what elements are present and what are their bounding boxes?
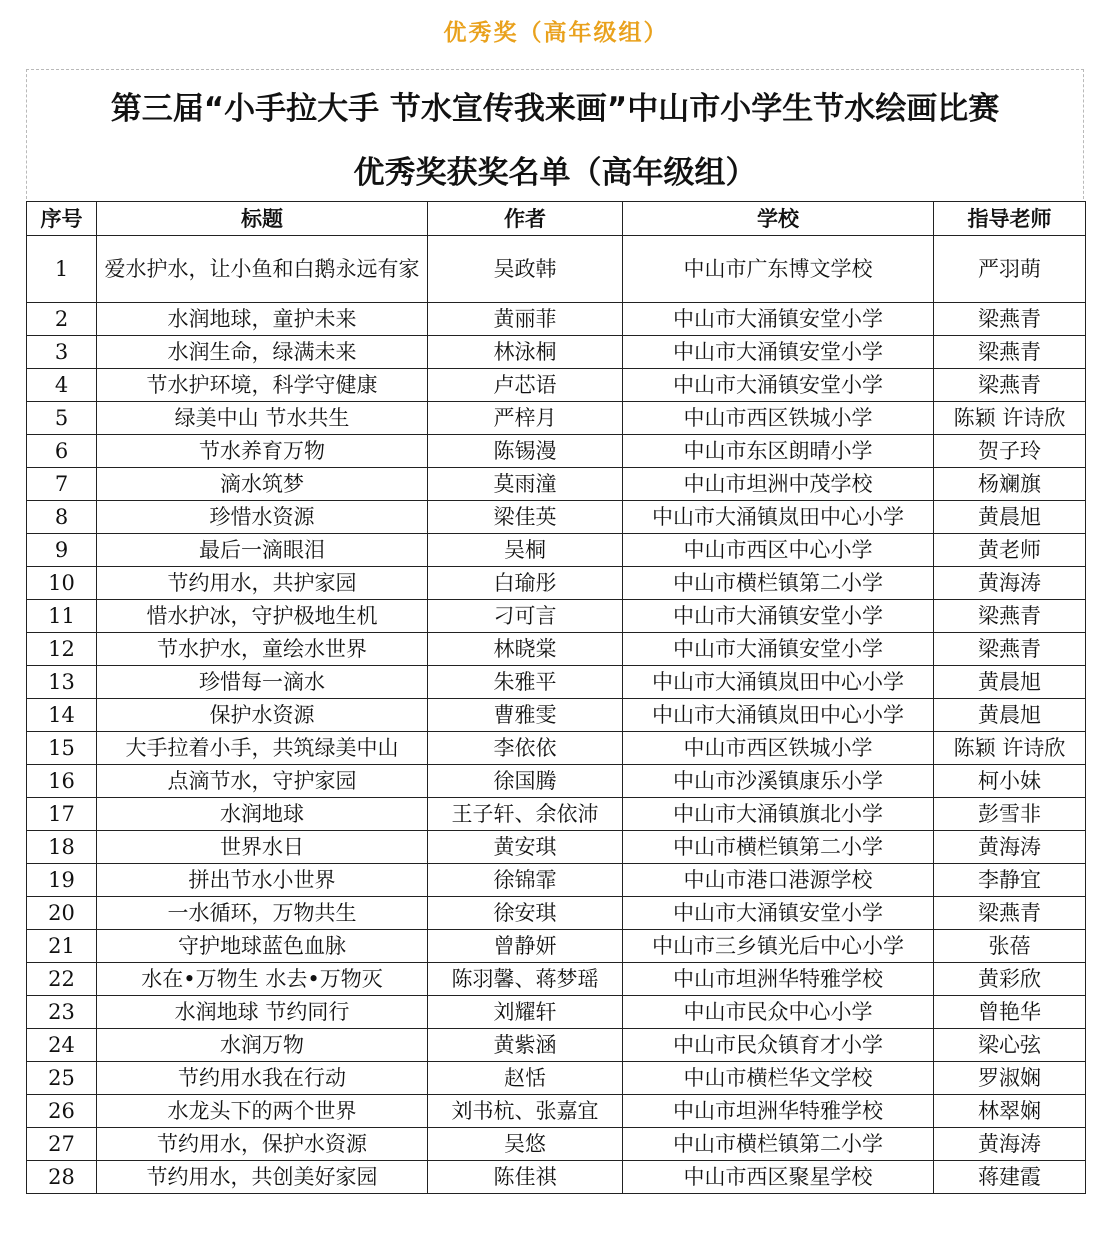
row-index: 14	[27, 699, 97, 732]
artwork-title: 最后一滴眼泪	[97, 534, 428, 567]
teacher-name: 梁燕青	[934, 897, 1086, 930]
table-row	[27, 534, 1086, 567]
school-name: 中山市西区聚星学校	[623, 1161, 934, 1194]
author-name: 曹雅雯	[428, 699, 623, 732]
table-row	[27, 369, 1086, 402]
table-row	[27, 864, 1086, 897]
author-name: 徐安琪	[428, 897, 623, 930]
teacher-name: 黄海涛	[934, 831, 1086, 864]
table-row	[27, 765, 1086, 798]
row-index: 12	[27, 633, 97, 666]
teacher-name: 陈颖 许诗欣	[934, 732, 1086, 765]
artwork-title: 水润万物	[97, 1029, 428, 1062]
teacher-name: 梁燕青	[934, 303, 1086, 336]
school-name: 中山市坦洲华特雅学校	[623, 1095, 934, 1128]
column-header-teacher: 指导老师	[934, 202, 1086, 236]
column-header-title: 标题	[97, 202, 428, 236]
author-name: 严梓月	[428, 402, 623, 435]
row-index: 3	[27, 336, 97, 369]
column-header-index: 序号	[27, 202, 97, 236]
row-index: 20	[27, 897, 97, 930]
teacher-name: 梁燕青	[934, 600, 1086, 633]
artwork-title: 点滴节水，守护家园	[97, 765, 428, 798]
school-name: 中山市大涌镇安堂小学	[623, 600, 934, 633]
row-index: 25	[27, 1062, 97, 1095]
school-name: 中山市港口港源学校	[623, 864, 934, 897]
row-index: 23	[27, 996, 97, 1029]
table-row	[27, 567, 1086, 600]
school-name: 中山市西区中心小学	[623, 534, 934, 567]
row-index: 28	[27, 1161, 97, 1194]
row-index: 11	[27, 600, 97, 633]
teacher-name: 黄晨旭	[934, 501, 1086, 534]
artwork-title: 绿美中山 节水共生	[97, 402, 428, 435]
table-row	[27, 1161, 1086, 1194]
artwork-title: 世界水日	[97, 831, 428, 864]
artwork-title: 水润地球	[97, 798, 428, 831]
artwork-title: 水润生命，绿满未来	[97, 336, 428, 369]
row-index: 5	[27, 402, 97, 435]
table-row	[27, 897, 1086, 930]
teacher-name: 梁燕青	[934, 633, 1086, 666]
row-index: 18	[27, 831, 97, 864]
artwork-title: 节约用水，共创美好家园	[97, 1161, 428, 1194]
author-name: 王子轩、余依沛	[428, 798, 623, 831]
table-header-row	[27, 202, 1086, 236]
school-name: 中山市大涌镇安堂小学	[623, 369, 934, 402]
table-row	[27, 930, 1086, 963]
school-name: 中山市大涌镇岚田中心小学	[623, 666, 934, 699]
award-badge: 优秀奖（高年级组）	[443, 20, 669, 46]
author-name: 卢芯语	[428, 369, 623, 402]
school-name: 中山市沙溪镇康乐小学	[623, 765, 934, 798]
column-header-school: 学校	[623, 202, 934, 236]
school-name: 中山市横栏镇第二小学	[623, 1128, 934, 1161]
school-name: 中山市西区铁城小学	[623, 402, 934, 435]
table-row	[27, 798, 1086, 831]
teacher-name: 曾艳华	[934, 996, 1086, 1029]
school-name: 中山市三乡镇光后中心小学	[623, 930, 934, 963]
author-name: 白瑜彤	[428, 567, 623, 600]
table-row	[27, 633, 1086, 666]
teacher-name: 贺子玲	[934, 435, 1086, 468]
school-name: 中山市广东博文学校	[623, 236, 934, 303]
row-index: 16	[27, 765, 97, 798]
school-name: 中山市民众镇育才小学	[623, 1029, 934, 1062]
artwork-title: 水龙头下的两个世界	[97, 1095, 428, 1128]
table-row	[27, 996, 1086, 1029]
author-name: 吴桐	[428, 534, 623, 567]
author-name: 李依依	[428, 732, 623, 765]
teacher-name: 梁燕青	[934, 336, 1086, 369]
teacher-name: 黄海涛	[934, 1128, 1086, 1161]
author-name: 陈锡漫	[428, 435, 623, 468]
artwork-title: 珍惜水资源	[97, 501, 428, 534]
teacher-name: 黄海涛	[934, 567, 1086, 600]
school-name: 中山市坦洲华特雅学校	[623, 963, 934, 996]
teacher-name: 林翠娴	[934, 1095, 1086, 1128]
artwork-title: 惜水护冰，守护极地生机	[97, 600, 428, 633]
author-name: 吴悠	[428, 1128, 623, 1161]
artwork-title: 水润地球，童护未来	[97, 303, 428, 336]
school-name: 中山市大涌镇安堂小学	[623, 633, 934, 666]
row-index: 17	[27, 798, 97, 831]
winners-table	[26, 201, 1086, 1194]
school-name: 中山市大涌镇旗北小学	[623, 798, 934, 831]
school-name: 中山市横栏镇第二小学	[623, 567, 934, 600]
page-title: 第三届“小手拉大手 节水宣传我来画”中山市小学生节水绘画比赛	[110, 91, 1000, 127]
school-name: 中山市大涌镇安堂小学	[623, 897, 934, 930]
artwork-title: 节约用水我在行动	[97, 1062, 428, 1095]
artwork-title: 滴水筑梦	[97, 468, 428, 501]
row-index: 4	[27, 369, 97, 402]
artwork-title: 守护地球蓝色血脉	[97, 930, 428, 963]
author-name: 吴政韩	[428, 236, 623, 303]
table-row	[27, 501, 1086, 534]
author-name: 黄安琪	[428, 831, 623, 864]
table-row	[27, 402, 1086, 435]
table-row	[27, 336, 1086, 369]
row-index: 19	[27, 864, 97, 897]
author-name: 黄丽菲	[428, 303, 623, 336]
teacher-name: 罗淑娴	[934, 1062, 1086, 1095]
table-row	[27, 468, 1086, 501]
table-row	[27, 600, 1086, 633]
table-row	[27, 699, 1086, 732]
row-index: 2	[27, 303, 97, 336]
teacher-name: 黄晨旭	[934, 699, 1086, 732]
school-name: 中山市民众中心小学	[623, 996, 934, 1029]
teacher-name: 蒋建霞	[934, 1161, 1086, 1194]
table-row	[27, 1128, 1086, 1161]
artwork-title: 水在•万物生 水去•万物灭	[97, 963, 428, 996]
table-row	[27, 1062, 1086, 1095]
teacher-name: 柯小妹	[934, 765, 1086, 798]
row-index: 22	[27, 963, 97, 996]
row-index: 7	[27, 468, 97, 501]
author-name: 黄紫涵	[428, 1029, 623, 1062]
row-index: 15	[27, 732, 97, 765]
school-name: 中山市大涌镇岚田中心小学	[623, 501, 934, 534]
teacher-name: 严羽萌	[934, 236, 1086, 303]
table-row	[27, 303, 1086, 336]
author-name: 梁佳英	[428, 501, 623, 534]
table-row	[27, 963, 1086, 996]
school-name: 中山市大涌镇岚田中心小学	[623, 699, 934, 732]
author-name: 刘耀轩	[428, 996, 623, 1029]
artwork-title: 节约用水，保护水资源	[97, 1128, 428, 1161]
author-name: 曾静妍	[428, 930, 623, 963]
artwork-title: 节水养育万物	[97, 435, 428, 468]
row-index: 24	[27, 1029, 97, 1062]
author-name: 林泳桐	[428, 336, 623, 369]
artwork-title: 一水循环，万物共生	[97, 897, 428, 930]
table-row	[27, 236, 1086, 303]
teacher-name: 梁心弦	[934, 1029, 1086, 1062]
table-body	[27, 236, 1086, 1194]
author-name: 陈佳祺	[428, 1161, 623, 1194]
table-row	[27, 831, 1086, 864]
row-index: 8	[27, 501, 97, 534]
teacher-name: 黄晨旭	[934, 666, 1086, 699]
school-name: 中山市大涌镇安堂小学	[623, 303, 934, 336]
teacher-name: 张蓓	[934, 930, 1086, 963]
author-name: 徐锦霏	[428, 864, 623, 897]
row-index: 27	[27, 1128, 97, 1161]
teacher-name: 李静宜	[934, 864, 1086, 897]
author-name: 林晓棠	[428, 633, 623, 666]
school-name: 中山市东区朗晴小学	[623, 435, 934, 468]
artwork-title: 大手拉着小手，共筑绿美中山	[97, 732, 428, 765]
artwork-title: 节约用水，共护家园	[97, 567, 428, 600]
school-name: 中山市西区铁城小学	[623, 732, 934, 765]
artwork-title: 节水护环境，科学守健康	[97, 369, 428, 402]
author-name: 赵恬	[428, 1062, 623, 1095]
author-name: 徐国腾	[428, 765, 623, 798]
artwork-title: 节水护水，童绘水世界	[97, 633, 428, 666]
author-name: 刘书杭、张嘉宜	[428, 1095, 623, 1128]
author-name: 刁可言	[428, 600, 623, 633]
table-row	[27, 1029, 1086, 1062]
teacher-name: 彭雪非	[934, 798, 1086, 831]
artwork-title: 珍惜每一滴水	[97, 666, 428, 699]
table-row	[27, 732, 1086, 765]
teacher-name: 黄彩欣	[934, 963, 1086, 996]
artwork-title: 爱水护水，让小鱼和白鹅永远有家	[97, 236, 428, 303]
row-index: 10	[27, 567, 97, 600]
page-subtitle: 优秀奖获奖名单（高年级组）	[353, 155, 757, 191]
teacher-name: 黄老师	[934, 534, 1086, 567]
teacher-name: 梁燕青	[934, 369, 1086, 402]
table-row	[27, 666, 1086, 699]
artwork-title: 水润地球 节约同行	[97, 996, 428, 1029]
school-name: 中山市横栏华文学校	[623, 1062, 934, 1095]
teacher-name: 陈颖 许诗欣	[934, 402, 1086, 435]
school-name: 中山市大涌镇安堂小学	[623, 336, 934, 369]
teacher-name: 杨斓旗	[934, 468, 1086, 501]
row-index: 13	[27, 666, 97, 699]
artwork-title: 保护水资源	[97, 699, 428, 732]
row-index: 1	[27, 236, 97, 303]
row-index: 9	[27, 534, 97, 567]
author-name: 莫雨潼	[428, 468, 623, 501]
author-name: 陈羽馨、蒋梦瑶	[428, 963, 623, 996]
row-index: 21	[27, 930, 97, 963]
school-name: 中山市坦洲中茂学校	[623, 468, 934, 501]
school-name: 中山市横栏镇第二小学	[623, 831, 934, 864]
author-name: 朱雅平	[428, 666, 623, 699]
table-row	[27, 435, 1086, 468]
row-index: 26	[27, 1095, 97, 1128]
row-index: 6	[27, 435, 97, 468]
table-row	[27, 1095, 1086, 1128]
artwork-title: 拼出节水小世界	[97, 864, 428, 897]
column-header-author: 作者	[428, 202, 623, 236]
